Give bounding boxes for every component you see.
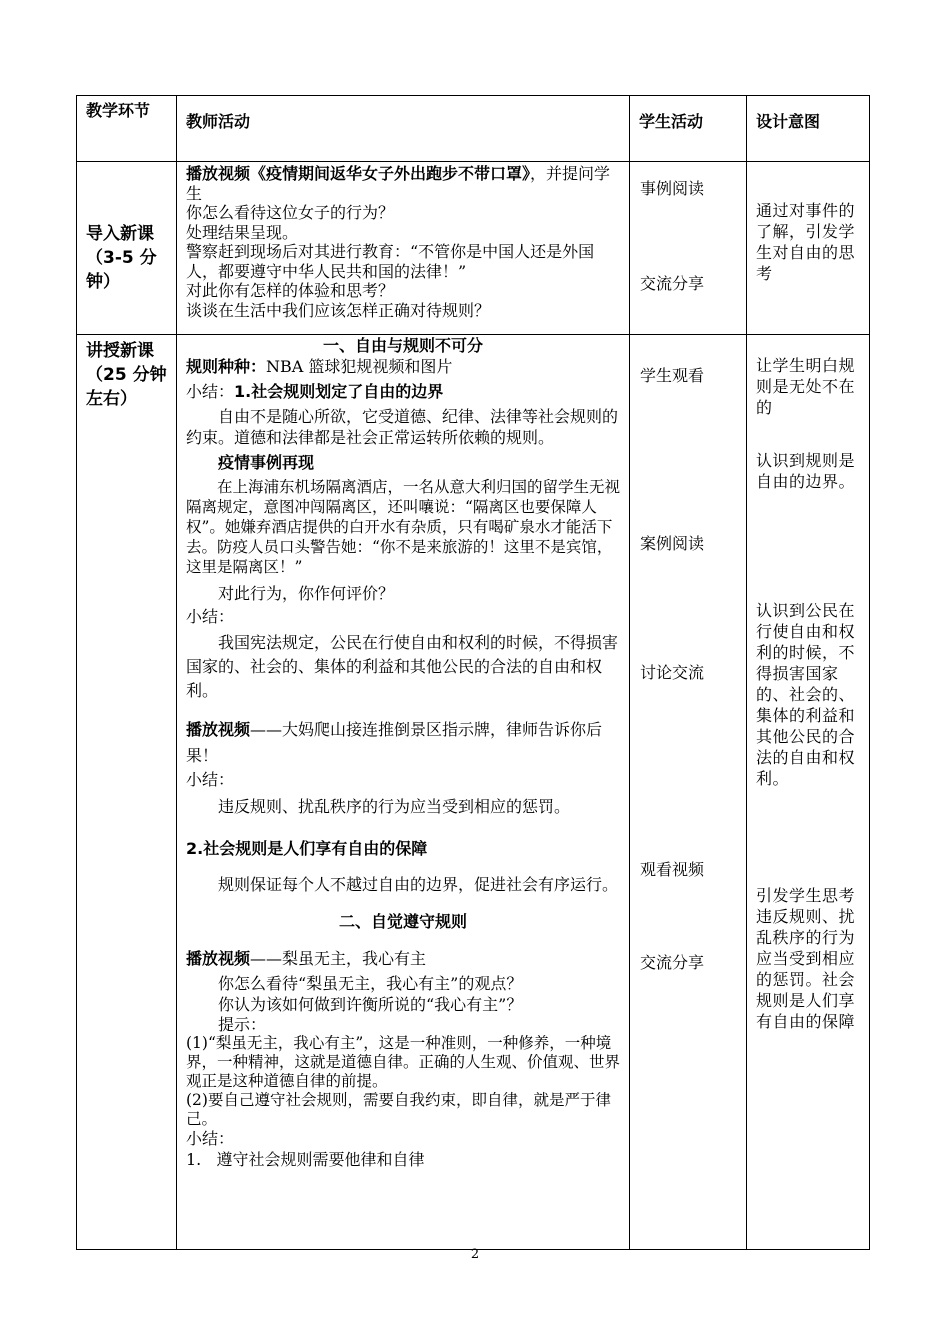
paragraph-1: 自由不是随心所欲，它受道德、纪律、法律等社会规则的约束。道德和法律都是社会正常运转所依赖的规则。	[186, 407, 619, 447]
question-5: 你认为该如何做到许衡所说的“我心有主”？	[218, 995, 523, 1014]
case-title: 疫情事例再现	[218, 453, 315, 472]
rules-text: NBA 篮球犯规视频和图片	[266, 357, 453, 376]
header-teacher-activity: 教师活动	[177, 96, 630, 162]
student-activity-2: 案例阅读	[640, 534, 705, 553]
question-3: 谈谈在生活中我们应该怎样正确对待规则？	[186, 300, 491, 320]
teacher-cell-lecture	[177, 335, 630, 1250]
section-title-2: 二、自觉遵守规则	[338, 912, 467, 931]
stage-cell-intro	[77, 162, 177, 335]
video-prompt: ，并提问学生	[186, 164, 611, 203]
question-4: 你怎么看待“梨虽无主，我心有主”的观点？	[218, 974, 523, 993]
video-text-3: ——梨虽无主，我心有主	[250, 949, 427, 968]
summary-point-2: 2.社会规则是人们享有自由的保障	[186, 839, 428, 858]
student-activity-1: 事例阅读	[640, 179, 705, 198]
design-intent-4: 引发学生思考违反规则、扰乱秩序的行为应当受到相应的惩罚。社会规则是人们享有自由的保障	[756, 886, 856, 1031]
table-row-lecture	[77, 335, 870, 1250]
paragraph-4: 规则保证每个人不越过自由的边界，促进社会有序运行。	[218, 875, 619, 894]
stage-duration: （25 分钟左右）	[86, 365, 167, 409]
student-cell-intro	[630, 162, 747, 335]
teacher-cell-intro	[177, 162, 630, 335]
summary-point-last: 1. 遵守社会规则需要他律和自律	[186, 1150, 425, 1169]
student-activity-4: 观看视频	[640, 860, 705, 879]
lesson-plan-table	[76, 95, 870, 1250]
table-row-intro	[77, 162, 870, 335]
student-activity-3: 讨论交流	[640, 663, 705, 682]
rules-label: 规则种种：	[186, 357, 267, 376]
hint-1: (1)“梨虽无主，我心有主”，这是一种准则，一种修养，一种境界，一种精神，这就是道德自律。正确的人生观、价值观、世界观正是这种道德自律的前提。	[186, 1034, 621, 1090]
header-design-intent: 设计意图	[747, 96, 870, 162]
design-intent-3: 认识到公民在行使自由和权利的时候，不得损害国家的、社会的、集体的利益和其他公民的合法的自由和权利。	[756, 601, 856, 788]
design-cell-intro	[747, 162, 870, 335]
student-activity-5: 交流分享	[640, 953, 705, 972]
video-text-2: ——大妈爬山接连推倒景区指示牌，律师告诉你后果！	[186, 720, 603, 765]
case-text: 在上海浦东机场隔离酒店，一名从意大利归国的留学生无视隔离规定，意图冲闯隔离区，还叫嚷说：“隔离区也要保障人权”。她嫌弃酒店提供的白开水有杂质，只有喝矿泉水才能活下去。防疫人员口头警告她：“你不是来旅游的！这里不是宾馆，这里是隔离区！”	[186, 478, 621, 576]
summary-label-2: 小结：	[186, 607, 235, 626]
student-activity-2: 交流分享	[640, 274, 705, 293]
case-question: 对此行为，你作何评价？	[218, 584, 395, 603]
stage-title: 导入新课	[86, 224, 154, 244]
paragraph-2: 我国宪法规定，公民在行使自由和权利的时候，不得损害国家的、社会的、集体的利益和其他公民的合法的自由和权利。	[186, 633, 619, 700]
question-1: 你怎么看待这位女子的行为？	[186, 203, 395, 222]
summary-label-4: 小结：	[186, 1129, 235, 1148]
question-2: 对此你有怎样的体验和思考？	[186, 281, 395, 300]
section-title-1: 一、自由与规则不可分	[322, 336, 483, 355]
header-student-activity: 学生活动	[630, 96, 747, 162]
result-text: 处理结果呈现。	[186, 222, 299, 242]
paragraph-3: 违反规则、扰乱秩序的行为应当受到相应的惩罚。	[218, 797, 571, 816]
stage-duration: （3-5 分钟）	[86, 248, 157, 292]
stage-title: 讲授新课	[86, 341, 154, 361]
table-header-row	[77, 96, 870, 162]
video-label-3: 播放视频	[186, 949, 251, 968]
stage-cell-lecture	[77, 335, 177, 1250]
hint-2: (2)要自己遵守社会规则，需要自我约束，即自律，就是严于律己。	[186, 1091, 611, 1128]
video-title: 播放视频《疫情期间返华女子外出跑步不带口罩》	[186, 164, 531, 183]
header-stage: 教学环节	[77, 96, 177, 162]
summary-label-3: 小结：	[186, 770, 235, 789]
design-intent-intro: 通过对事件的了解，引发学生对自由的思考	[756, 201, 856, 283]
police-text: 警察赶到现场后对其进行教育：“不管你是中国人还是外国人，都要遵守中华人民共和国的法律！”	[186, 242, 595, 281]
summary-point-1: 1.社会规则划定了自由的边界	[234, 382, 444, 401]
hint-label: 提示：	[218, 1015, 267, 1034]
page-number: 2	[470, 1247, 480, 1262]
design-intent-2: 认识到规则是自由的边界。	[756, 451, 856, 491]
student-cell-lecture	[630, 335, 747, 1250]
summary-label: 小结：	[186, 382, 235, 401]
video-label-2: 播放视频	[186, 720, 251, 739]
design-intent-1: 让学生明白规则是无处不在的	[756, 356, 856, 417]
design-cell-lecture	[747, 335, 870, 1250]
student-activity-1: 学生观看	[640, 366, 705, 385]
